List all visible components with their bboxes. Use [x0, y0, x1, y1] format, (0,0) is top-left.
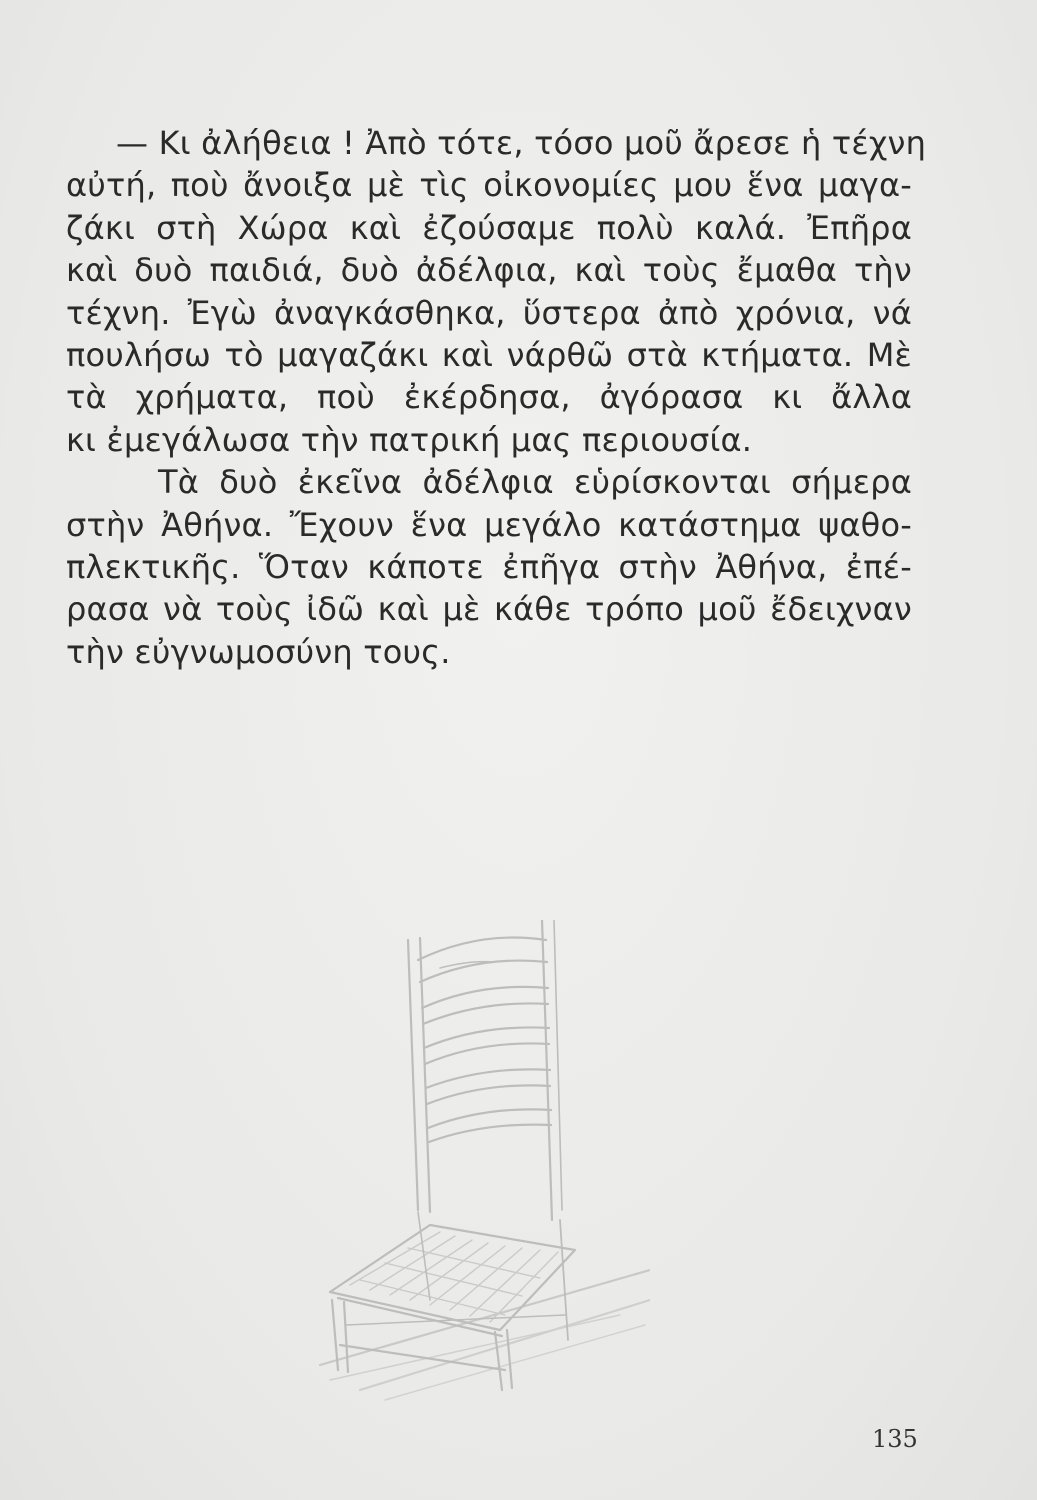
text-line: τέχνη. Ἐγὼ ἀναγκάσθηκα, ὕστερα ἀπὸ χρόνια, νά [66, 293, 912, 332]
text-line: ρασα νὰ τοὺς ἰδῶ καὶ μὲ κάθε τρόπο μοῦ ἔδειχναν [66, 590, 912, 629]
text-line: τὰ χρήματα, ποὺ ἐκέρδησα, ἀγόρασα κι ἄλλα [66, 378, 912, 417]
text-line: τὴν εὐγνωμοσύνη τους. [66, 632, 451, 671]
chair-illustration-icon [290, 920, 650, 1420]
body-text [66, 122, 927, 673]
text-line: αὐτή, ποὺ ἄνοιξα μὲ τὶς οἰκονομίες μου ἕνα μαγα- [66, 166, 912, 205]
paragraph-1 [66, 122, 927, 461]
text-line: στὴν Ἀθήνα. Ἔχουν ἕνα μεγάλο κατάστημα ψαθο- [66, 505, 912, 544]
page-number: 135 [872, 1425, 918, 1453]
text-line: ζάκι στὴ Χώρα καὶ ἐζούσαμε πολὺ καλά. Ἐπῆρα [66, 208, 912, 247]
text-line: Τὰ δυὸ ἐκεῖνα ἀδέλφια εὑρίσκονται σήμερα [158, 463, 912, 502]
text-line: πουλήσω τὸ μαγαζάκι καὶ νάρθῶ στὰ κτήματα. Μὲ [66, 336, 912, 375]
text-line: κι ἐμεγάλωσα τὴν πατρική μας περιουσία. [66, 420, 753, 459]
text-line: πλεκτικῆς. Ὅταν κάποτε ἐπῆγα στὴν Ἀθήνα, ἐπέ- [66, 548, 912, 587]
paragraph-2 [66, 461, 912, 673]
text-line: — Κι ἀλήθεια ! Ἀπὸ τότε, τόσο μοῦ ἄρεσε ἡ τέχνη [116, 124, 927, 162]
text-line: καὶ δυὸ παιδιά, δυὸ ἀδέλφια, καὶ τοὺς ἔμαθα τὴν [66, 251, 912, 290]
